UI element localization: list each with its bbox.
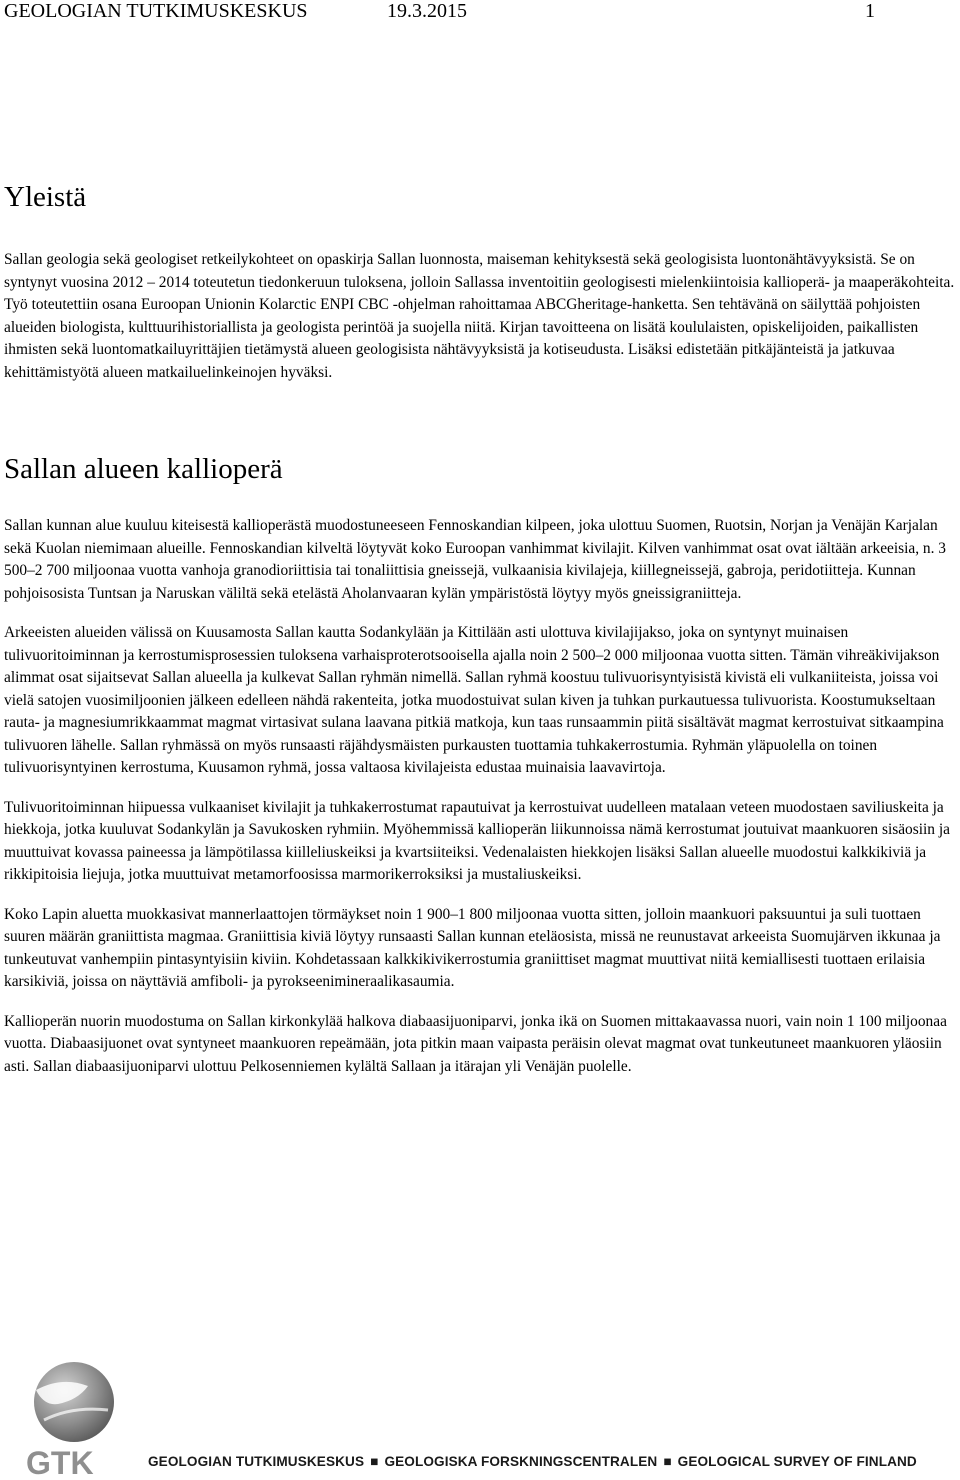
paragraph: Koko Lapin aluetta muokkasivat mannerlaattojen törmäykset noin 1 900–1 800 miljoonaa vuotta sitten, jolloin maankuori paksuuntui ja suli tuottaen suuren määrän graniittista magmaa. Graniittisia kiviä löytyy runsaasti Sallan kunnan eteläosista, missä ne reunustavat arkeeista Suomujärven ikkunaa ja tunkeutuvat vanhempiin pintasyntyisiin kiviin. Kohdetassaan kalkkikivikerrostumia graniittiset magmat muuttivat niitä kemiallisesti tuottaen erilaisia karsikiviä, joissa on näyttäviä amfiboli- ja pyrokseenimineraalikasaumia. <box>4 905 941 990</box>
page-header <box>4 0 956 24</box>
section-title-general: Yleistä <box>4 181 87 213</box>
paragraph: Tulivuoritoiminnan hiipuessa vulkaaniset kivilajit ja tuhkakerrostumat rapautuivat ja kerrostuivat uudelleen matalaan veteen muodostaen saviliuskeita ja hiekkoja, jotka kuuluvat Sodankylän ja Savukosken ryhmiin. Myöhemmissä kallioperän liikunnoissa nämä kerrostumat joutuivat maankuoren sisäosiin ja muuttuivat kovassa paineessa ja lämpötilassa kiilleliuskeiksi ja kvartsiiteiksi. Vedenalaisten hiekkojen lisäksi Sallan alueelle muodostui kalkkikiviä ja rikkipitoisia liejuja, jotka muuttuivat metamorfoosissa marmorikerroksiksi ja mustaliuskeiksi. <box>4 798 950 883</box>
header-date: 19.3.2015 <box>387 0 467 22</box>
gtk-logo-icon <box>22 1360 132 1478</box>
paragraph: Sallan geologia sekä geologiset retkeilykohteet on opaskirja Sallan luonnosta, maiseman kehityksestä sekä geologisista luontonähtävyyksistä. Se on syntynyt vuosina 2012 – 2014 toteutetun tiedonkeruun tuloksena, jolloin Sallassa inventoitiin geologisesti mielenkiintoisia kallioperä- ja maaperäkohteita. Työ toteutettiin osana Euroopan Unionin Kolarctic ENPI CBC -ohjelman rahoittamaa ABCGheritage-hanketta. Sen tehtävänä on säilyttää pohjoisten alueiden biologista, kulttuurihistoriallista ja geologista perintöä ja suojella niitä. Kirjan tavoitteena on lisätä koululaisten, opiskelijoiden, paikallisten ihmisten sekä luontomatkailuyrittäjien tietämystä alueen geologisista nähtävyyksistä ja kotiseudusta. Lisäksi edistetään pitkäjänteistä ja jatkuvaa kehittämistyötä alueen matkailuelinkeinojen hyväksi. <box>4 251 955 381</box>
section-bedrock <box>4 452 956 1078</box>
paragraph: Arkeeisten alueiden välissä on Kuusamosta Sallan kautta Sodankylään ja Kittilään asti ulottuva kivilajijakso, joka on syntynyt muinaisen tulivuoritoiminnan ja kerrostumisprosessien tuloksena varhaisproterotsooisella ajalla noin 2 500–2 000 miljoonaa vuotta sitten. Tämän vihreäkivijakson alimmat osat sijaitsevat Sallan alueella ja kulkevat Sallan ryhmän nimellä. Sallan ryhmä koostuu tulivuorisyntyisistä kivistä eli vulkaniiteista, joissa voi vielä satojen vuosimiljoonien jälkeen edelleen nähdä rakenteita, jotka muodostuivat sulan kiven ja tuhkan purkautuessa tulivuorista. Koostumukseltaan rauta- ja magnesiumrikkaammat magmat virtasivat sulana laavana pitkiä matkoja, kun taas runsaammin piitä sisältävät magmat kerrostuivat sitkaampina tulivuoren lähelle. Sallan ryhmässä on myös runsaasti räjähdysmäisten purkausten tuottamia tuhkakerrostumia. Ryhmän yläpuolella on toinen tulivuorisyntyinen kerrostuma, Kuusamon ryhmä, jossa valtaosa kivilajeista edustaa muinaisia laavavirtoja. <box>4 624 944 776</box>
section-title-bedrock: Sallan alueen kallioperä <box>4 453 283 485</box>
footer-separator: ■ <box>370 1454 379 1469</box>
footer-name-en: GEOLOGICAL SURVEY OF FINLAND <box>677 1454 917 1469</box>
footer-name-fi: GEOLOGIAN TUTKIMUSKESKUS <box>148 1454 365 1469</box>
footer-separator: ■ <box>663 1454 672 1469</box>
page-footer <box>0 1358 960 1480</box>
header-organization: GEOLOGIAN TUTKIMUSKESKUS <box>4 0 308 22</box>
footer-name-sv: GEOLOGISKA FORSKNINGSCENTRALEN <box>384 1454 658 1469</box>
header-page-number: 1 <box>865 0 875 22</box>
footer-institution-names <box>148 1454 917 1469</box>
document-body <box>4 180 956 1078</box>
section-general <box>4 180 956 384</box>
paragraph: Kallioperän nuorin muodostuma on Sallan kirkonkylää halkova diabaasijuoniparvi, jonka ikä on Suomen mittakaavassa nuori, vain noin 1 100 miljoonaa vuotta. Diabaasijuonet ovat syntyneet maankuoren repeämään, jota pitkin maan vaipasta peräisin olevat magmat ovat tunkeutuneet maankuoren yläosiin asti. Sallan diabaasijuoniparvi ulottuu Pelkosenniemen kylältä Sallaan ja itärajan yli Venäjän puolelle. <box>4 1012 947 1075</box>
logo-text: GTK <box>26 1445 94 1478</box>
paragraph: Sallan kunnan alue kuuluu kiteisestä kallioperästä muodostuneeseen Fennoskandian kilpeen, joka ulottuu Suomen, Ruotsin, Norjan ja Venäjän Karjalan sekä Kuolan niemimaan alueille. Fennoskandian kilveltä löytyvät koko Euroopan vanhimmat kivilajit. Kilven vanhimmat osat ovat iältään arkeeisia, n. 3 500–2 700 miljoonaa vuotta vanhoja granodioriittisia tai tonaliittisia gneissejä, vulkaanisia kivilajeja, kiillegneissejä, gabroja, peridotiitteja. Kunnan pohjoisosista Tuntsan ja Naruskan väliltä sekä etelästä Aholanvaaran kylän ympäristöstä löytyy myös gneissigraniitteja. <box>4 517 947 602</box>
